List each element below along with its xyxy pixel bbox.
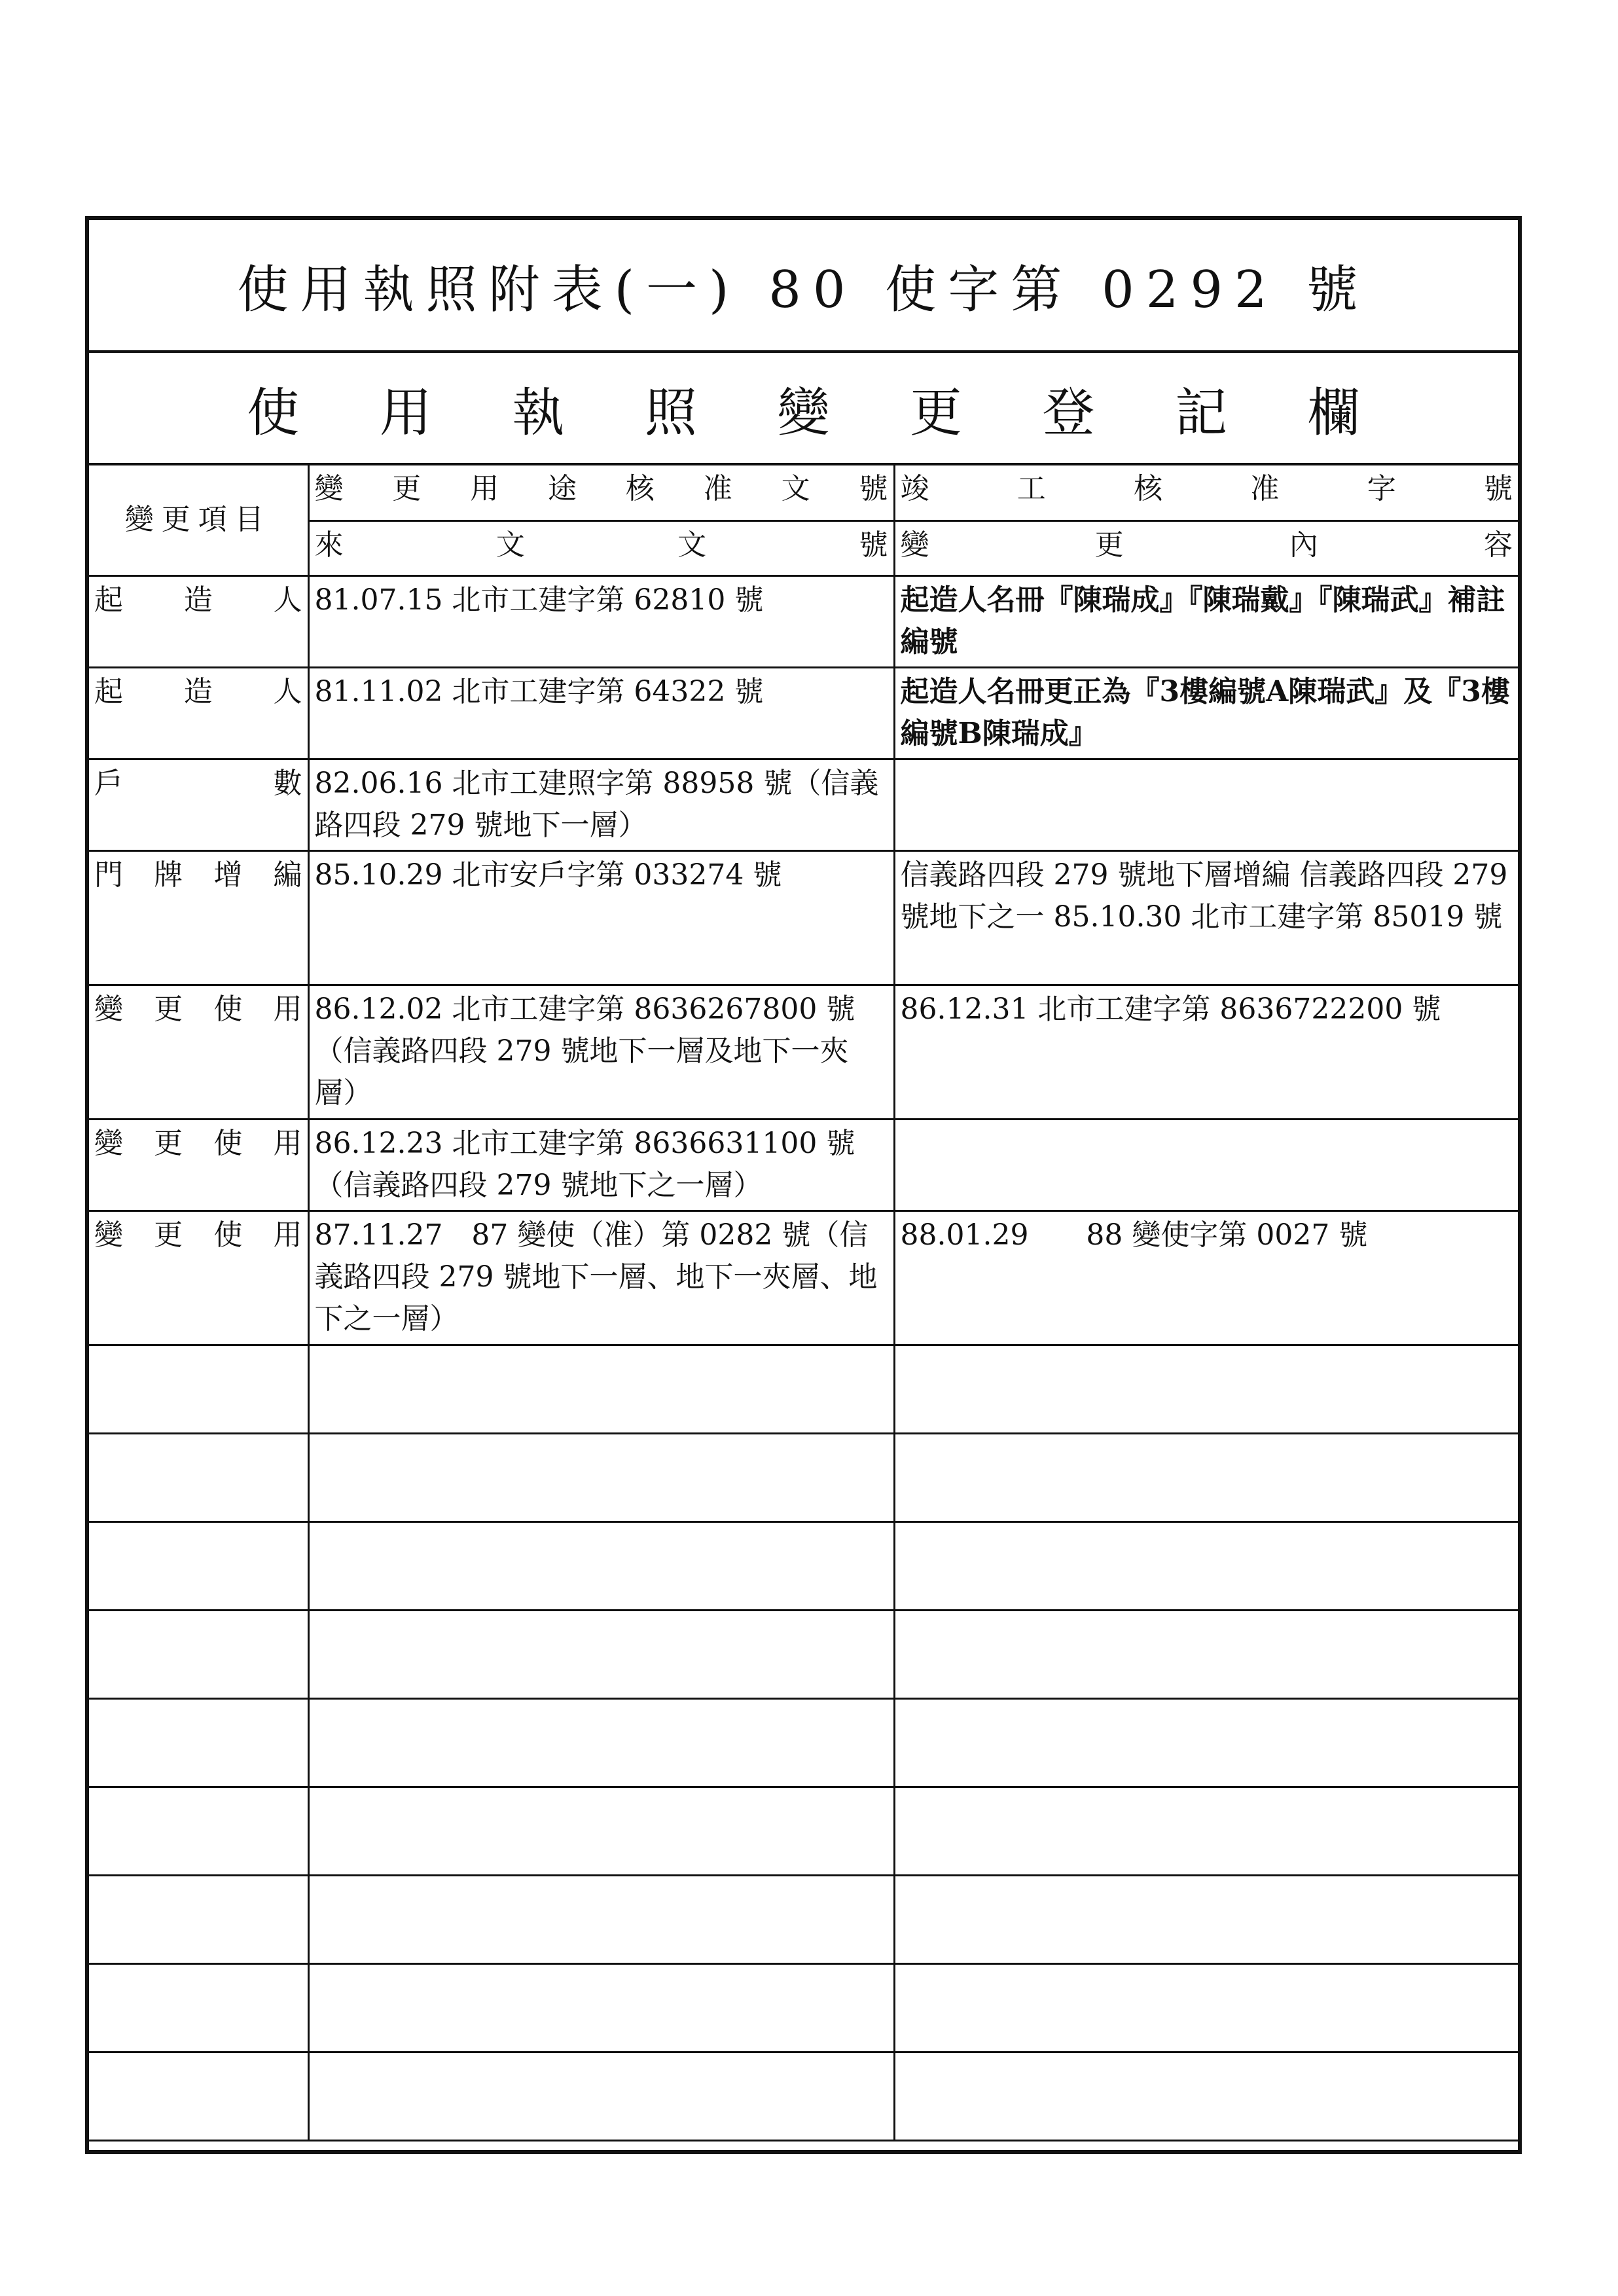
row-item-cell (89, 1610, 308, 1698)
row-doc-number-cell: 82.06.16 北市工建照字第 88958 號（信義路四段 279 號地下一層） (308, 759, 894, 850)
row-item-label: 變 更 使 用 (94, 1126, 302, 1160)
table-row (89, 1211, 1518, 1345)
row-doc-number-cell: 87.11.27 87 變使（准）第 0282 號（信義路四段 279 號地下一層、地下一夾層、地下之一層） (308, 1211, 894, 1345)
table-row (89, 759, 1518, 850)
row-doc-number-cell (308, 2052, 894, 2140)
table-row (89, 2052, 1518, 2140)
table-row (89, 1522, 1518, 1610)
row-item-label: 起 造 人 (94, 674, 302, 708)
row-doc-number-cell: 85.10.29 北市安戶字第 033274 號 (308, 850, 894, 985)
table-row (89, 1698, 1518, 1787)
row-doc-number-cell (308, 1963, 894, 2052)
row-change-content-cell (894, 1522, 1518, 1610)
subtitle-char: 用 (379, 382, 432, 443)
header-row-1 (89, 465, 1518, 520)
row-item-cell (89, 1963, 308, 2052)
form-subtitle-row (89, 353, 1518, 465)
row-doc-number-cell: 81.11.02 北市工建字第 64322 號 (308, 667, 894, 759)
row-item-cell (89, 575, 308, 667)
row-change-content-cell (894, 1875, 1518, 1963)
row-item-cell (89, 759, 308, 850)
subtitle-char: 使 (247, 382, 300, 443)
row-item-cell (89, 1875, 308, 1963)
row-item-cell (89, 1787, 308, 1875)
header-completion-approval (894, 465, 1518, 520)
row-item-cell (89, 1433, 308, 1522)
row-doc-number-cell (308, 1522, 894, 1610)
row-change-content-cell (894, 1963, 1518, 2052)
header-use-change-approval-text: 變 更 用 途 核 准 文 號 (314, 472, 888, 505)
row-item-label: 門 牌 增 編 (94, 858, 302, 892)
row-item-cell (89, 1119, 308, 1211)
row-change-content-cell (894, 1610, 1518, 1698)
table-row (89, 850, 1518, 985)
row-change-content-cell (894, 1345, 1518, 1433)
header-incoming-doc-no-text: 來 文 文 號 (314, 528, 888, 562)
table-row (89, 1119, 1518, 1211)
header-change-item: 變更項目 (89, 465, 308, 575)
subtitle-char: 照 (644, 382, 697, 443)
table-row (89, 1610, 1518, 1698)
form-subtitle (89, 353, 1518, 463)
header-use-change-approval (308, 465, 894, 520)
row-item-cell (89, 2052, 308, 2140)
row-doc-number-cell (308, 1875, 894, 1963)
row-doc-number-cell (308, 1433, 894, 1522)
row-item-label: 戶 數 (94, 766, 302, 800)
header-change-content-text: 變 更 內 容 (900, 528, 1513, 562)
row-change-content-cell (894, 2052, 1518, 2140)
row-change-content-cell: 起造人名冊更正為『3樓編號A陳瑞武』及『3樓編號B陳瑞成』 (894, 667, 1518, 759)
subtitle-char: 記 (1175, 382, 1228, 443)
row-change-content-cell (894, 1698, 1518, 1787)
subtitle-char: 登 (1042, 382, 1095, 443)
row-item-cell (89, 1522, 308, 1610)
row-item-cell (89, 1211, 308, 1345)
row-doc-number-cell: 86.12.02 北市工建字第 8636267800 號（信義路四段 279 號地下一層及地下一夾層） (308, 985, 894, 1119)
row-item-label: 變 更 使 用 (94, 1218, 302, 1252)
row-item-cell (89, 985, 308, 1119)
row-change-content-cell (894, 1787, 1518, 1875)
row-change-content-cell: 88.01.29 88 變使字第 0027 號 (894, 1211, 1518, 1345)
subtitle-char: 變 (777, 382, 830, 443)
row-change-content-cell (894, 759, 1518, 850)
row-doc-number-cell: 86.12.23 北市工建字第 8636631100 號（信義路四段 279 號地下之一層） (308, 1119, 894, 1211)
row-item-label: 變 更 使 用 (94, 992, 302, 1026)
row-item-cell (89, 1345, 308, 1433)
header-incoming-doc-no (308, 520, 894, 575)
table-row (89, 1787, 1518, 1875)
header-completion-approval-text: 竣 工 核 准 字 號 (900, 472, 1513, 505)
row-item-cell (89, 1698, 308, 1787)
row-doc-number-cell (308, 1787, 894, 1875)
table-row (89, 985, 1518, 1119)
subtitle-char: 欄 (1307, 382, 1360, 443)
form-title: 使用執照附表(一) 80 使字第 0292 號 (237, 260, 1370, 319)
row-change-content-cell: 信義路四段 279 號地下層增編 信義路四段 279 號地下之一 85.10.30 北市工建字第 85019 號 (894, 850, 1518, 985)
row-item-cell (89, 667, 308, 759)
row-doc-number-cell (308, 1610, 894, 1698)
table-row (89, 1963, 1518, 2052)
table-row (89, 1345, 1518, 1433)
subtitle-char: 執 (512, 382, 565, 443)
subtitle-char: 更 (910, 382, 962, 443)
header-change-content (894, 520, 1518, 575)
change-record-table (89, 465, 1518, 2141)
row-change-content-cell (894, 1433, 1518, 1522)
row-change-content-cell: 起造人名冊『陳瑞成』『陳瑞戴』『陳瑞武』補註編號 (894, 575, 1518, 667)
row-change-content-cell: 86.12.31 北市工建字第 8636722200 號 (894, 985, 1518, 1119)
row-item-label: 起 造 人 (94, 583, 302, 617)
row-doc-number-cell: 81.07.15 北市工建字第 62810 號 (308, 575, 894, 667)
form-frame (85, 216, 1522, 2154)
row-doc-number-cell (308, 1345, 894, 1433)
row-item-cell (89, 850, 308, 985)
table-row (89, 1433, 1518, 1522)
row-change-content-cell (894, 1119, 1518, 1211)
table-row (89, 575, 1518, 667)
table-row (89, 1875, 1518, 1963)
row-doc-number-cell (308, 1698, 894, 1787)
table-row (89, 667, 1518, 759)
form-title-row (89, 220, 1518, 353)
